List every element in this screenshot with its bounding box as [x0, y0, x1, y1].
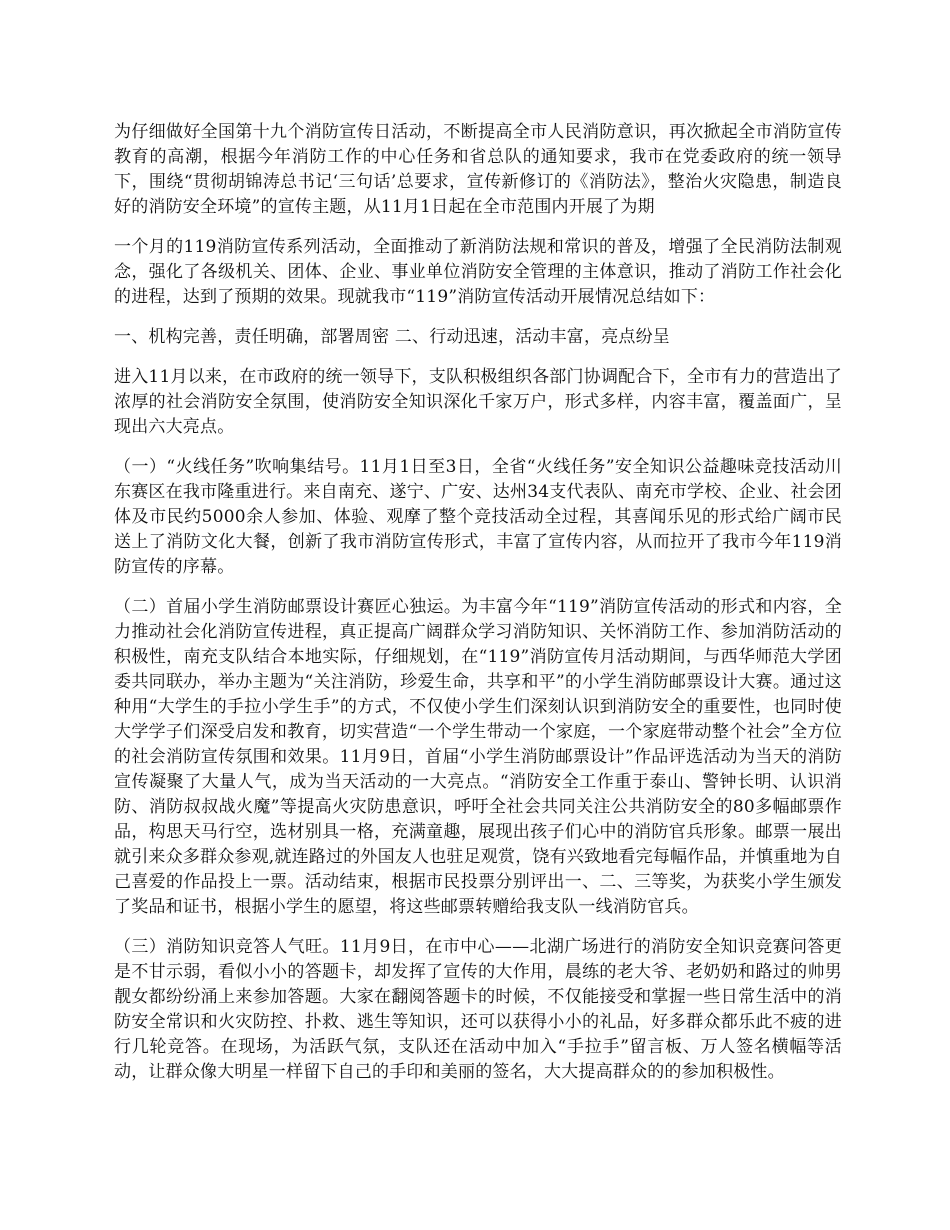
highlight-two-paragraph: （二）首届小学生消防邮票设计赛匠心独运。为丰富今年“119”消防宣传活动的形式和内容，全力推动社会化消防宣传进程，真正提高广阔群众学习消防知识、关怀消防工作、参加消防活动的积极性，南充支队结合本地实际，仔细规划，在“119”消防宣传月活动期间，与西华师范大学团委共同联办，举办主题为“关注消防，珍爱生命，共享和平”的小学生消防邮票设计大赛。通过这种用“大学生的手拉小学生手”的方式，不仅使小学生们深刻认识到消防安全的重要性，也同时使大学学子们深受启发和教育，切实营造“一个学生带动一个家庭，一个家庭带动整个社会”全方位的社会消防宣传氛围和效果。11月9日，首届“小学生消防邮票设计”作品评选活动为当天的消防宣传凝聚了大量人气，成为当天活动的一大亮点。“消防安全工作重于泰山、警钟长明、认识消防、消防叔叔战火魔”等提高火灾防患意识，呼吁全社会共同关注公共消防安全的80多幅邮票作品，构思天马行空，选材别具一格，充满童趣，展现出孩子们心中的消防官兵形象。邮票一展出就引来众多群众参观,就连路过的外国友人也驻足观赏，饶有兴致地看完每幅作品，并慎重地为自己喜爱的作品投上一票。活动结束，根据市民投票分别评出一、二、三等奖，为获奖小学生颁发了奖品和证书，根据小学生的愿望，将这些邮票转赠给我支队一线消防官兵。 [114, 597, 843, 917]
overview-paragraph: 进入11月以来，在市政府的统一领导下，支队积极组织各部门协调配合下，全市有力的营造出了浓厚的社会消防安全氛围，使消防安全知识深化千家万户，形式多样，内容丰富，覆盖面广，呈现出六大亮点。 [114, 367, 842, 437]
highlight-three-paragraph: （三）消防知识竞答人气旺。11月9日，在市中心——北湖广场进行的消防安全知识竞赛问答更是不甘示弱，看似小小的答题卡，却发挥了宣传的大作用，晨练的老大爷、老奶奶和路过的帅男靓女都纷纷涌上来参加答题。大家在翻阅答题卡的时候，不仅能接受和掌握一些日常生活中的消防安全常识和火灾防控、扑救、逃生等知识，还可以获得小小的礼品，好多群众都乐此不疲的进行几轮竞答。在现场，为活跃气氛，支队还在活动中加入“手拉手”留言板、万人签名横幅等活动，让群众像大明星一样留下自己的手印和美丽的签名，大大提高群众的的参加积极性。 [114, 937, 842, 1082]
section-headings: 一、机构完善，责任明确，部署周密 二、行动迅速，活动丰富，亮点纷呈 [114, 327, 671, 347]
intro-paragraph: 为仔细做好全国第十九个消防宣传日活动，不断提高全市人民消防意识，再次掀起全市消防宣传教育的高潮，根据今年消防工作的中心任务和省总队的通知要求，我市在党委政府的统一领导下，围绕“贯彻胡锦涛总书记‘三句话’总要求，宣传新修订的《消防法》，整治火灾隐患，制造良好的消防安全环境”的宣传主题，从11月1日起在全市范围内开展了为期 [114, 122, 842, 217]
intro-continued-paragraph: 一个月的119消防宣传系列活动，全面推动了新消防法规和常识的普及，增强了全民消防法制观念，强化了各级机关、团体、企业、事业单位消防安全管理的主体意识，推动了消防工作社会化的进程，达到了预期的效果。现就我市“119”消防宣传活动开展情况总结如下： [114, 237, 842, 307]
document-page [114, 120, 842, 1100]
highlight-one-paragraph: （一）“火线任务”吹响集结号。11月1日至3日，全省“火线任务”安全知识公益趣味竞技活动川东赛区在我市隆重进行。来自南充、遂宁、广安、达州34支代表队、南充市学校、企业、社会团体及市民约5000余人参加、体验、观摩了整个竞技活动全过程，其喜闻乐见的形式给广阔市民送上了消防文化大餐，创新了我市消防宣传形式，丰富了宣传内容，从而拉开了我市今年119消防宣传的序幕。 [114, 457, 842, 577]
